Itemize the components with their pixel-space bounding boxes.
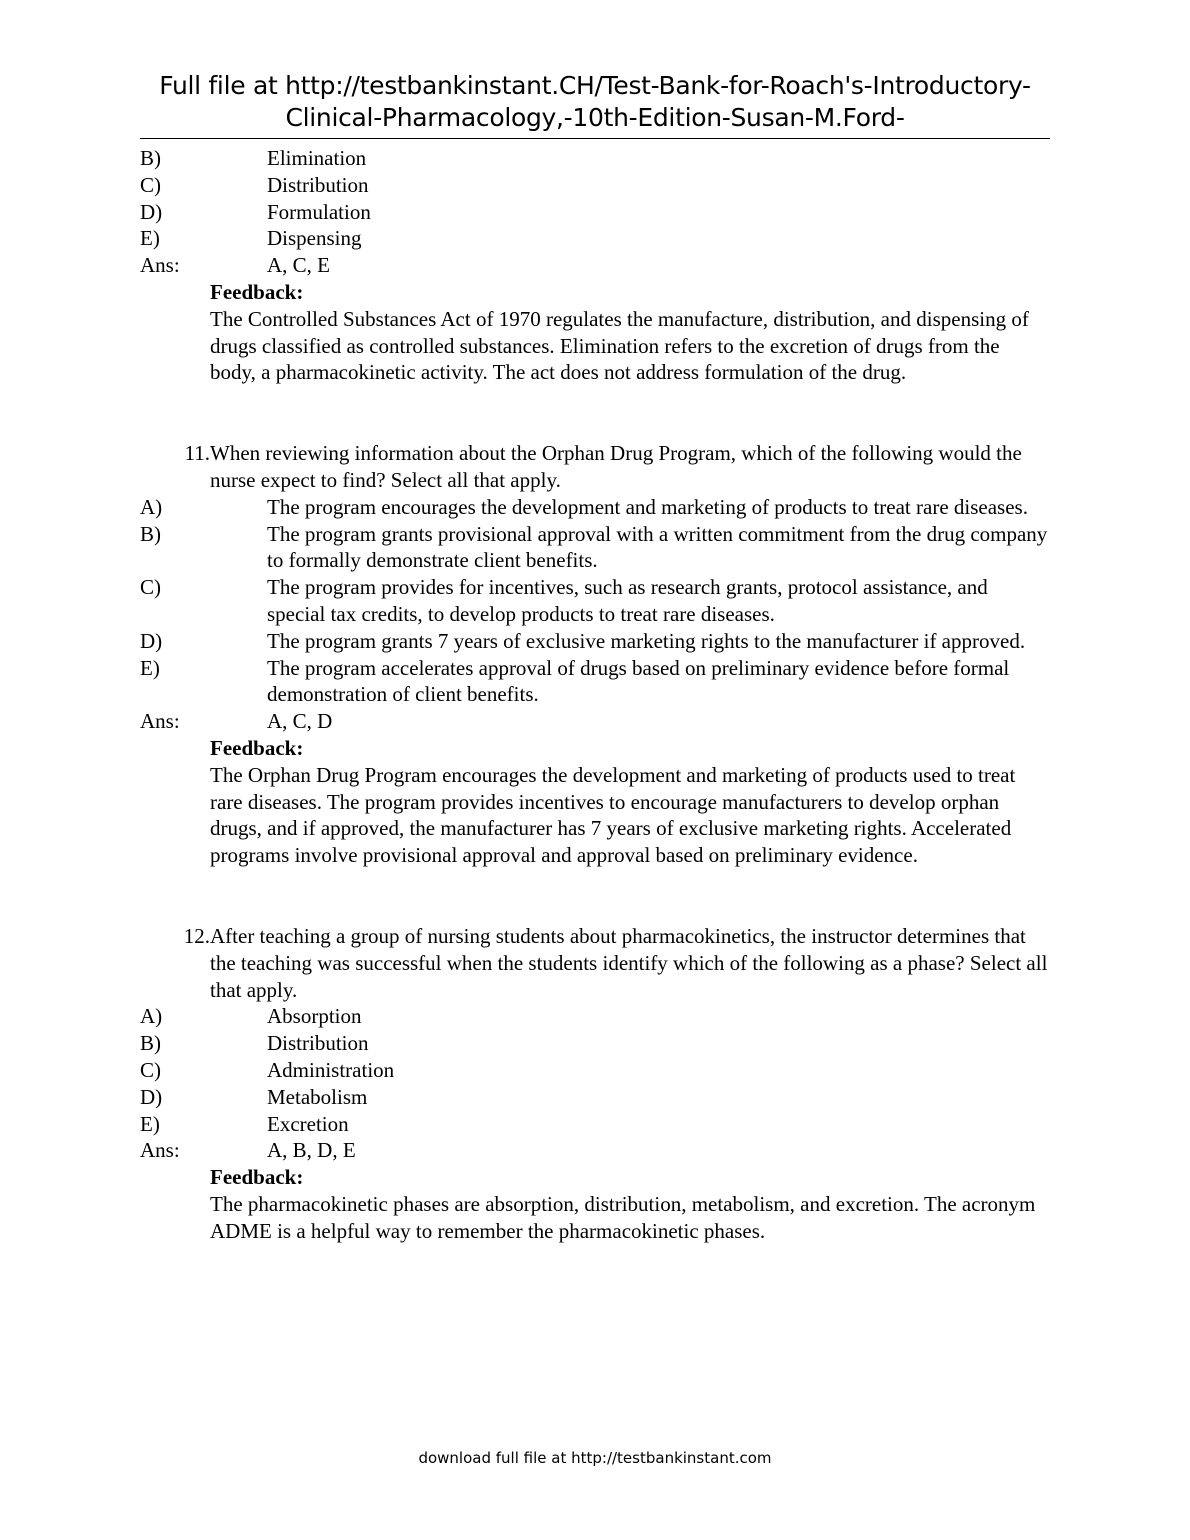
question-row xyxy=(140,923,1050,1003)
option-row xyxy=(140,521,1050,575)
answer-row xyxy=(140,252,1050,279)
option-label: E) xyxy=(140,655,160,680)
option-text: The program encourages the development and marketing of products to treat rare diseases. xyxy=(267,494,1028,519)
question-block-12 xyxy=(140,923,1050,1245)
spacer xyxy=(140,386,1050,440)
feedback-heading: Feedback: xyxy=(210,1165,304,1190)
option-label: B) xyxy=(140,146,161,170)
question-number: 11. xyxy=(184,441,210,466)
option-text: The program accelerates approval of drugs based on preliminary evidence before formal demonstration of client benefits. xyxy=(267,655,1010,707)
question-row xyxy=(140,440,1050,494)
answer-row xyxy=(140,708,1050,735)
option-text: Dispensing xyxy=(267,226,362,251)
option-label: D) xyxy=(140,1084,163,1109)
option-label: B) xyxy=(140,521,161,546)
question-block-10 xyxy=(140,145,1050,386)
option-text: The program grants provisional approval with a written commitment from the drug company to formally demonstrate client benefits. xyxy=(267,521,1048,573)
option-label: C) xyxy=(140,172,161,197)
option-label: E) xyxy=(140,226,160,251)
option-text: Distribution xyxy=(267,172,369,197)
option-label: E) xyxy=(140,1111,160,1136)
option-row xyxy=(140,1084,1050,1111)
option-label: A) xyxy=(140,1004,163,1029)
option-row xyxy=(140,1111,1050,1138)
option-text: The program provides for incentives, such as research grants, protocol assistance, and special tax credits, to develop products to treat rare diseases. xyxy=(267,575,988,626)
option-row xyxy=(140,628,1050,655)
answer-value: A, C, E xyxy=(267,253,330,278)
question-block-11 xyxy=(140,440,1050,869)
feedback-text: The Controlled Substances Act of 1970 regulates the manufacture, distribution, and dispensing of drugs classified as controlled substances. Elimination refers to the excretion of drugs from the body, a pharmacokinetic activity. The act does not address formulation of the drug. xyxy=(210,306,1029,385)
answer-value: A, B, D, E xyxy=(267,1138,356,1163)
option-row xyxy=(140,655,1050,709)
feedback-text: The Orphan Drug Program encourages the development and marketing of products used to treat rare diseases. The program provides incentives to encourage manufacturers to develop orphan drugs, and if approved, the manufacturer has 7 years of exclusive marketing rights. Accelerated programs involve provisional approval and approval based on preliminary evidence. xyxy=(210,762,1016,868)
feedback-text: The pharmacokinetic phases are absorption, distribution, metabolism, and excretion. The acronym ADME is a helpful way to remember the pharmacokinetic phases. xyxy=(210,1191,1036,1243)
answer-label: Ans: xyxy=(140,1138,180,1163)
option-label: D) xyxy=(140,199,163,224)
option-text: Elimination xyxy=(267,146,367,170)
question-number: 12. xyxy=(183,923,210,948)
header-line-2: Clinical-Pharmacology,-10th-Edition-Susan-M.Ford- xyxy=(285,103,905,132)
answer-value: A, C, D xyxy=(267,709,333,734)
option-text: Metabolism xyxy=(267,1084,368,1109)
feedback-heading: Feedback: xyxy=(210,735,304,760)
page-header xyxy=(140,70,1050,139)
option-row xyxy=(140,225,1050,252)
answer-row xyxy=(140,1137,1050,1164)
question-content xyxy=(140,145,1050,1244)
header-line-1: Full file at http://testbankinstant.CH/Test-Bank-for-Roach's-Introductory- xyxy=(159,71,1031,100)
option-label: A) xyxy=(140,494,163,519)
option-text: Administration xyxy=(267,1057,395,1082)
option-row xyxy=(140,145,1050,172)
question-text: When reviewing information about the Orphan Drug Program, which of the following would the nurse expect to find? Select all that apply. xyxy=(210,441,1022,492)
feedback-heading: Feedback: xyxy=(210,279,304,304)
spacer xyxy=(140,869,1050,923)
option-row xyxy=(140,199,1050,226)
option-label: C) xyxy=(140,1057,161,1082)
answer-label: Ans: xyxy=(140,709,180,734)
answer-label: Ans: xyxy=(140,253,180,278)
page-footer: download full file at http://testbankinstant.com xyxy=(418,1449,772,1467)
option-row xyxy=(140,574,1050,628)
option-text: Formulation xyxy=(267,199,371,224)
option-row xyxy=(140,494,1050,521)
option-row xyxy=(140,172,1050,199)
option-label: B) xyxy=(140,1031,161,1056)
option-row xyxy=(140,1030,1050,1057)
option-text: Excretion xyxy=(267,1111,349,1136)
option-label: C) xyxy=(140,575,161,600)
option-row xyxy=(140,1057,1050,1084)
option-label: D) xyxy=(140,628,163,653)
option-text: The program grants 7 years of exclusive marketing rights to the manufacturer if approved. xyxy=(267,628,1026,653)
question-text: After teaching a group of nursing students about pharmacokinetics, the instructor determines that the teaching was successful when the students identify which of the following as a phase? Select all that apply. xyxy=(210,923,1048,1002)
option-text: Absorption xyxy=(267,1004,362,1029)
option-row xyxy=(140,1003,1050,1030)
option-text: Distribution xyxy=(267,1031,369,1056)
